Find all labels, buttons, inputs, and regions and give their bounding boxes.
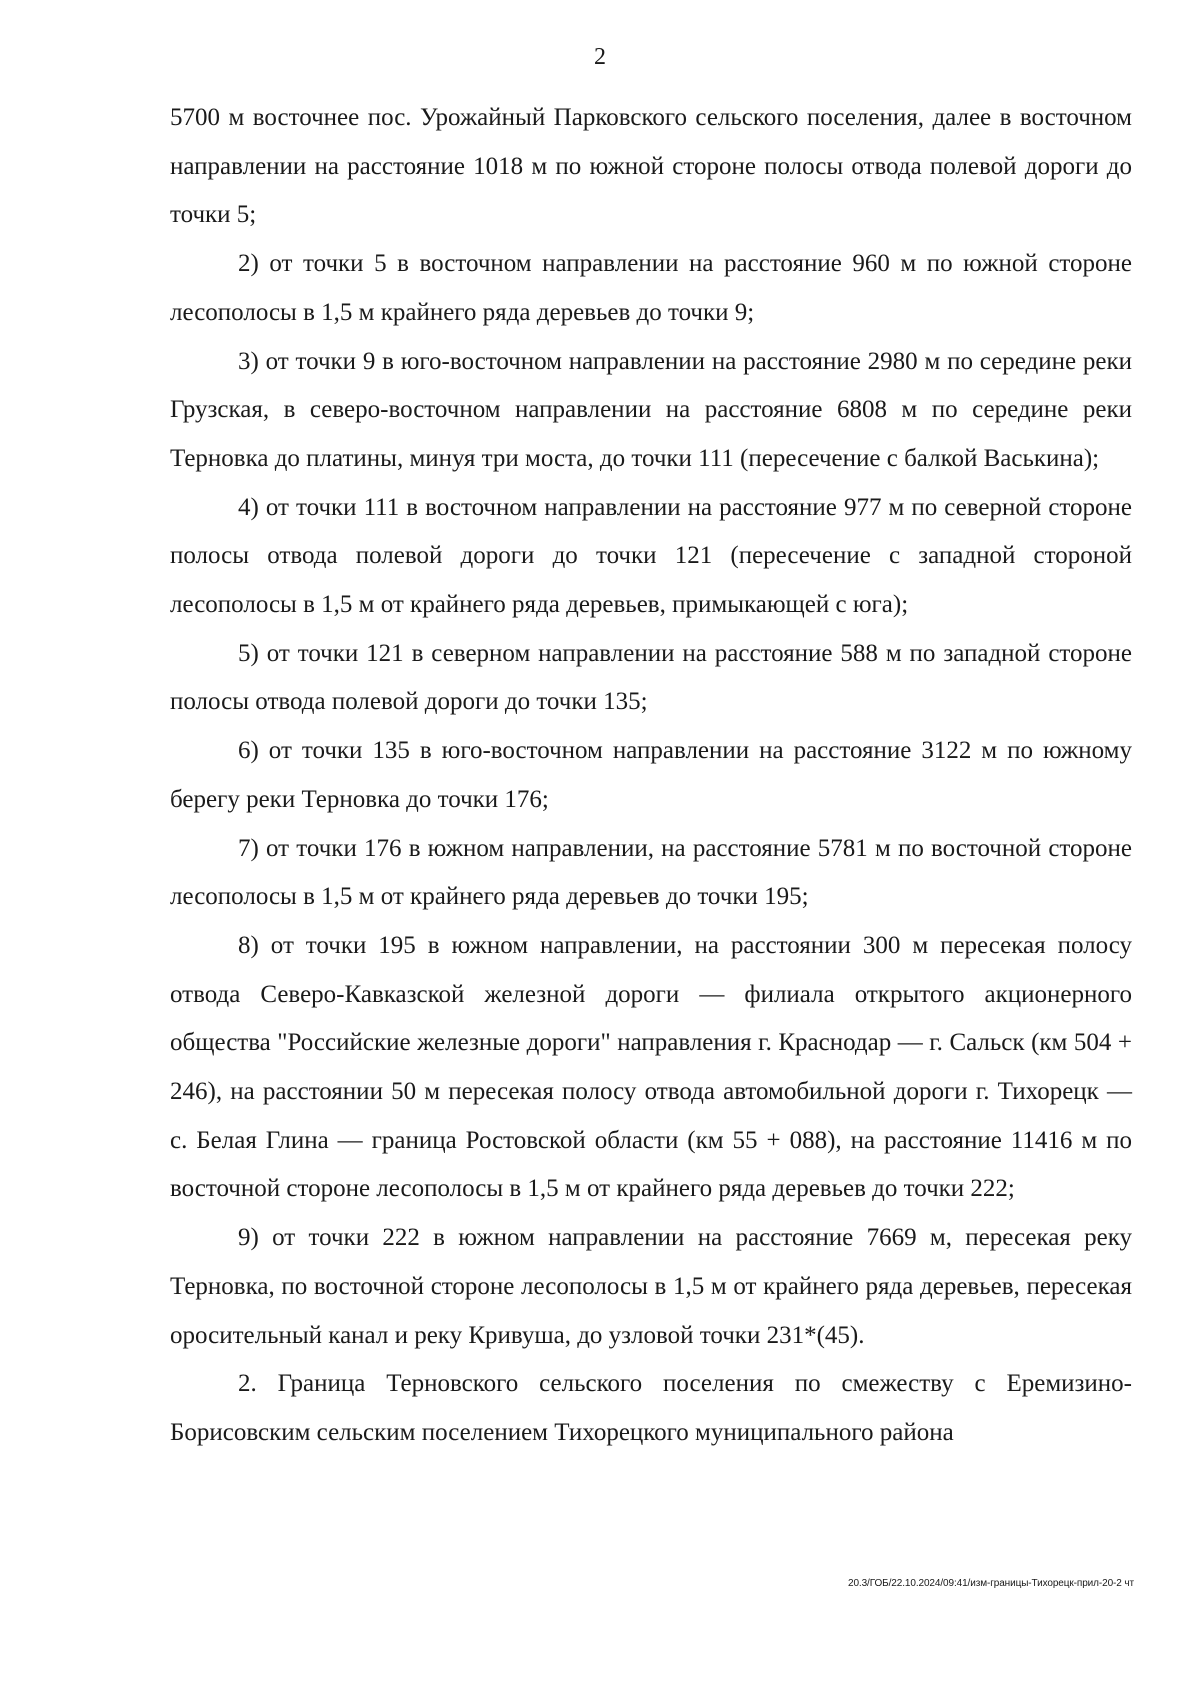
document-footer-id: 20.3/ГОБ/22.10.2024/09:41/изм-границы-Тихорецк-прил-20-2 чт <box>847 1578 1134 1589</box>
page-number: 2 <box>594 44 606 70</box>
paragraph-item-2: 2) от точки 5 в восточном направлении на расстояние 960 м по южной стороне лесополосы в 1,5 м крайнего ряда деревьев до точки 9; <box>170 250 1132 326</box>
paragraph-item-4: 4) от точки 111 в восточном направлении на расстояние 977 м по северной стороне полосы отвода полевой дороги до точки 121 (пересечение с западной стороной лесополосы в 1,5 м от крайнего ряда деревьев, примыкающей с юга); <box>170 493 1132 619</box>
paragraph-item-5: 5) от точки 121 в северном направлении на расстояние 588 м по западной стороне полосы отвода полевой дороги до точки 135; <box>170 639 1132 716</box>
paragraph-item-3: 3) от точки 9 в юго-восточном направлении на расстояние 2980 м по середине реки Грузская, в северо-восточном направлении на расстояние 6808 м по середине реки Терновка до платины, минуя три моста, до точки 111 (пересечение с балкой Васькина); <box>170 347 1132 472</box>
paragraph-section-2: 2. Граница Терновского сельского поселения по смежеству с Еремизино-Борисовским сельским поселением Тихорецкого муниципального района <box>170 1370 1132 1446</box>
paragraph-item-7: 7) от точки 176 в южном направлении, на расстояние 5781 м по восточной стороне лесополосы в 1,5 м от крайнего ряда деревьев до точки 195; <box>170 834 1132 911</box>
paragraph-item-6: 6) от точки 135 в юго-восточном направлении на расстояние 3122 м по южному берегу реки Терновка до точки 176; <box>170 737 1132 813</box>
paragraph-item-8: 8) от точки 195 в южном направлении, на расстоянии 300 м пересекая полосу отвода Северо-Кавказской железной дороги — филиала открытого акционерного общества "Российские железные дороги" направления г. Краснодар — г. Сальск (км 504 + 246), на расстоянии 50 м пересекая полосу отвода автомобильной дороги г. Тихорецк — с. Белая Глина — граница Ростовской области (км 55 + 088), на расстояние 11416 м по восточной стороне лесополосы в 1,5 м от крайнего ряда деревьев до точки 222; <box>170 931 1132 1203</box>
document-body <box>170 94 1132 1458</box>
paragraph-continuation: 5700 м восточнее пос. Урожайный Парковского сельского поселения, далее в восточном направлении на расстояние 1018 м по южной стороне полосы отвода полевой дороги до точки 5; <box>170 104 1132 229</box>
paragraph-item-9: 9) от точки 222 в южном направлении на расстояние 7669 м, пересекая реку Терновка, по восточной стороне лесополосы в 1,5 м от крайнего ряда деревьев, пересекая оросительный канал и реку Кривуша, до узловой точки 231*(45). <box>170 1224 1132 1349</box>
